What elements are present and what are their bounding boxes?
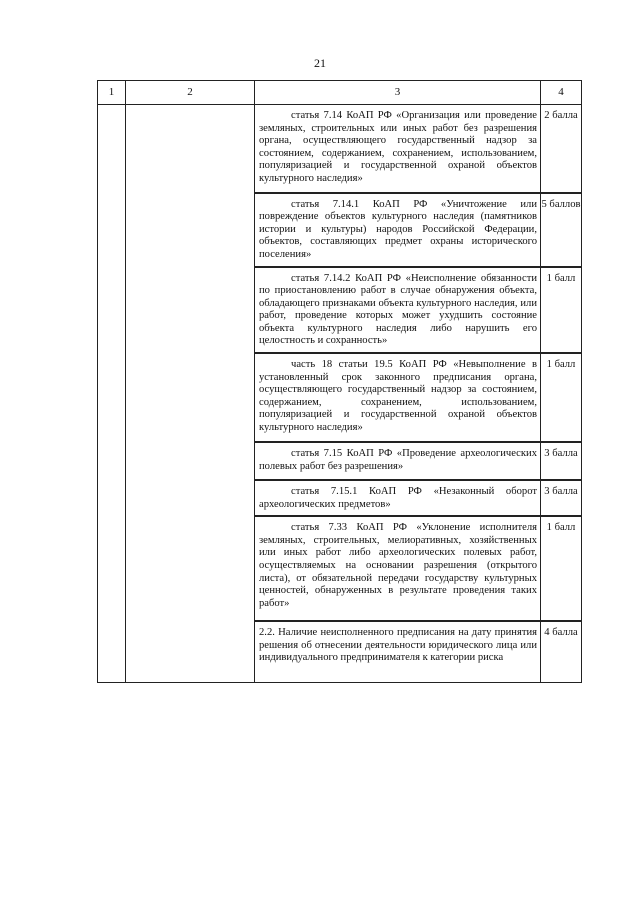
- criteria-table: [97, 80, 582, 683]
- empty-cell-col-1: [98, 105, 126, 683]
- table-header-row: [98, 81, 582, 105]
- row-text: [255, 193, 541, 267]
- row-text: [255, 353, 541, 442]
- row-text-content: статья 7.14.1 КоАП РФ «Уничтожение или повреждение объектов культурного наследия (памятников истории и культуры) народов Российской Федерации, объектов, составляющих предмет охраны исторического поселения»: [259, 198, 537, 260]
- header-col-3: 3: [255, 81, 541, 105]
- row-text-content: статья 7.33 КоАП РФ «Уклонение исполнителя земляных, строительных, мелиоративных, хозяйственных или иных работ либо археологических полевых работ, осуществляемых на основании разрешения (открытого листа), от обязательной передачи государству культурных ценностей, обнаруженных в результате проведения таких работ»: [259, 522, 537, 609]
- row-score: 5 баллов: [541, 193, 582, 267]
- header-col-2: 2: [126, 81, 255, 105]
- header-col-1: 1: [98, 81, 126, 105]
- header-col-4: 4: [541, 81, 582, 105]
- row-text: [255, 621, 541, 682]
- row-text: [255, 105, 541, 193]
- row-text-content: часть 18 статьи 19.5 КоАП РФ «Невыполнение в установленный срок законного предписания органа, осуществляющего государственный надзор за состоянием, содержанием, сохранением, использованием, популяризацией и государственной охраной объектов культурного наследия»: [259, 359, 537, 434]
- row-score: 2 балла: [541, 105, 582, 193]
- row-text: [255, 480, 541, 516]
- row-text-content: 2.2. Наличие неисполненного предписания на дату принятия решения об отнесении деятельности юридического лица или индивидуального предпринимателя к категории риска: [259, 627, 537, 664]
- empty-cell-col-2: [126, 105, 255, 683]
- row-text: [255, 267, 541, 354]
- row-score: 3 балла: [541, 442, 582, 480]
- row-score: 1 балл: [541, 516, 582, 621]
- row-text-content: статья 7.14 КоАП РФ «Организация или проведение земляных, строительных или иных работ без разрешения органа, осуществляющего государственный надзор за состоянием, содержанием, сохранением, использованием, популяризацией и государственной охраной объектов культурного наследия»: [259, 110, 537, 184]
- table-row: [98, 105, 582, 193]
- row-score: 4 балла: [541, 621, 582, 682]
- row-text-content: статья 7.15.1 КоАП РФ «Незаконный оборот археологических предметов»: [259, 486, 537, 510]
- row-text-content: статья 7.15 КоАП РФ «Проведение археологических полевых работ без разрешения»: [259, 448, 537, 472]
- row-score: 1 балл: [541, 267, 582, 354]
- page-number: 21: [314, 56, 326, 70]
- row-text: [255, 442, 541, 480]
- row-text: [255, 516, 541, 621]
- row-text-content: статья 7.14.2 КоАП РФ «Неисполнение обязанности по приостановлению работ в случае обнаружения объекта, обладающего признаками объекта культурного наследия, или работ, проведение которых может ухудшить состояние объекта культурного наследия либо нарушить его целостность и сохранность»: [259, 272, 537, 347]
- row-score: 1 балл: [541, 353, 582, 442]
- row-score: 3 балла: [541, 480, 582, 516]
